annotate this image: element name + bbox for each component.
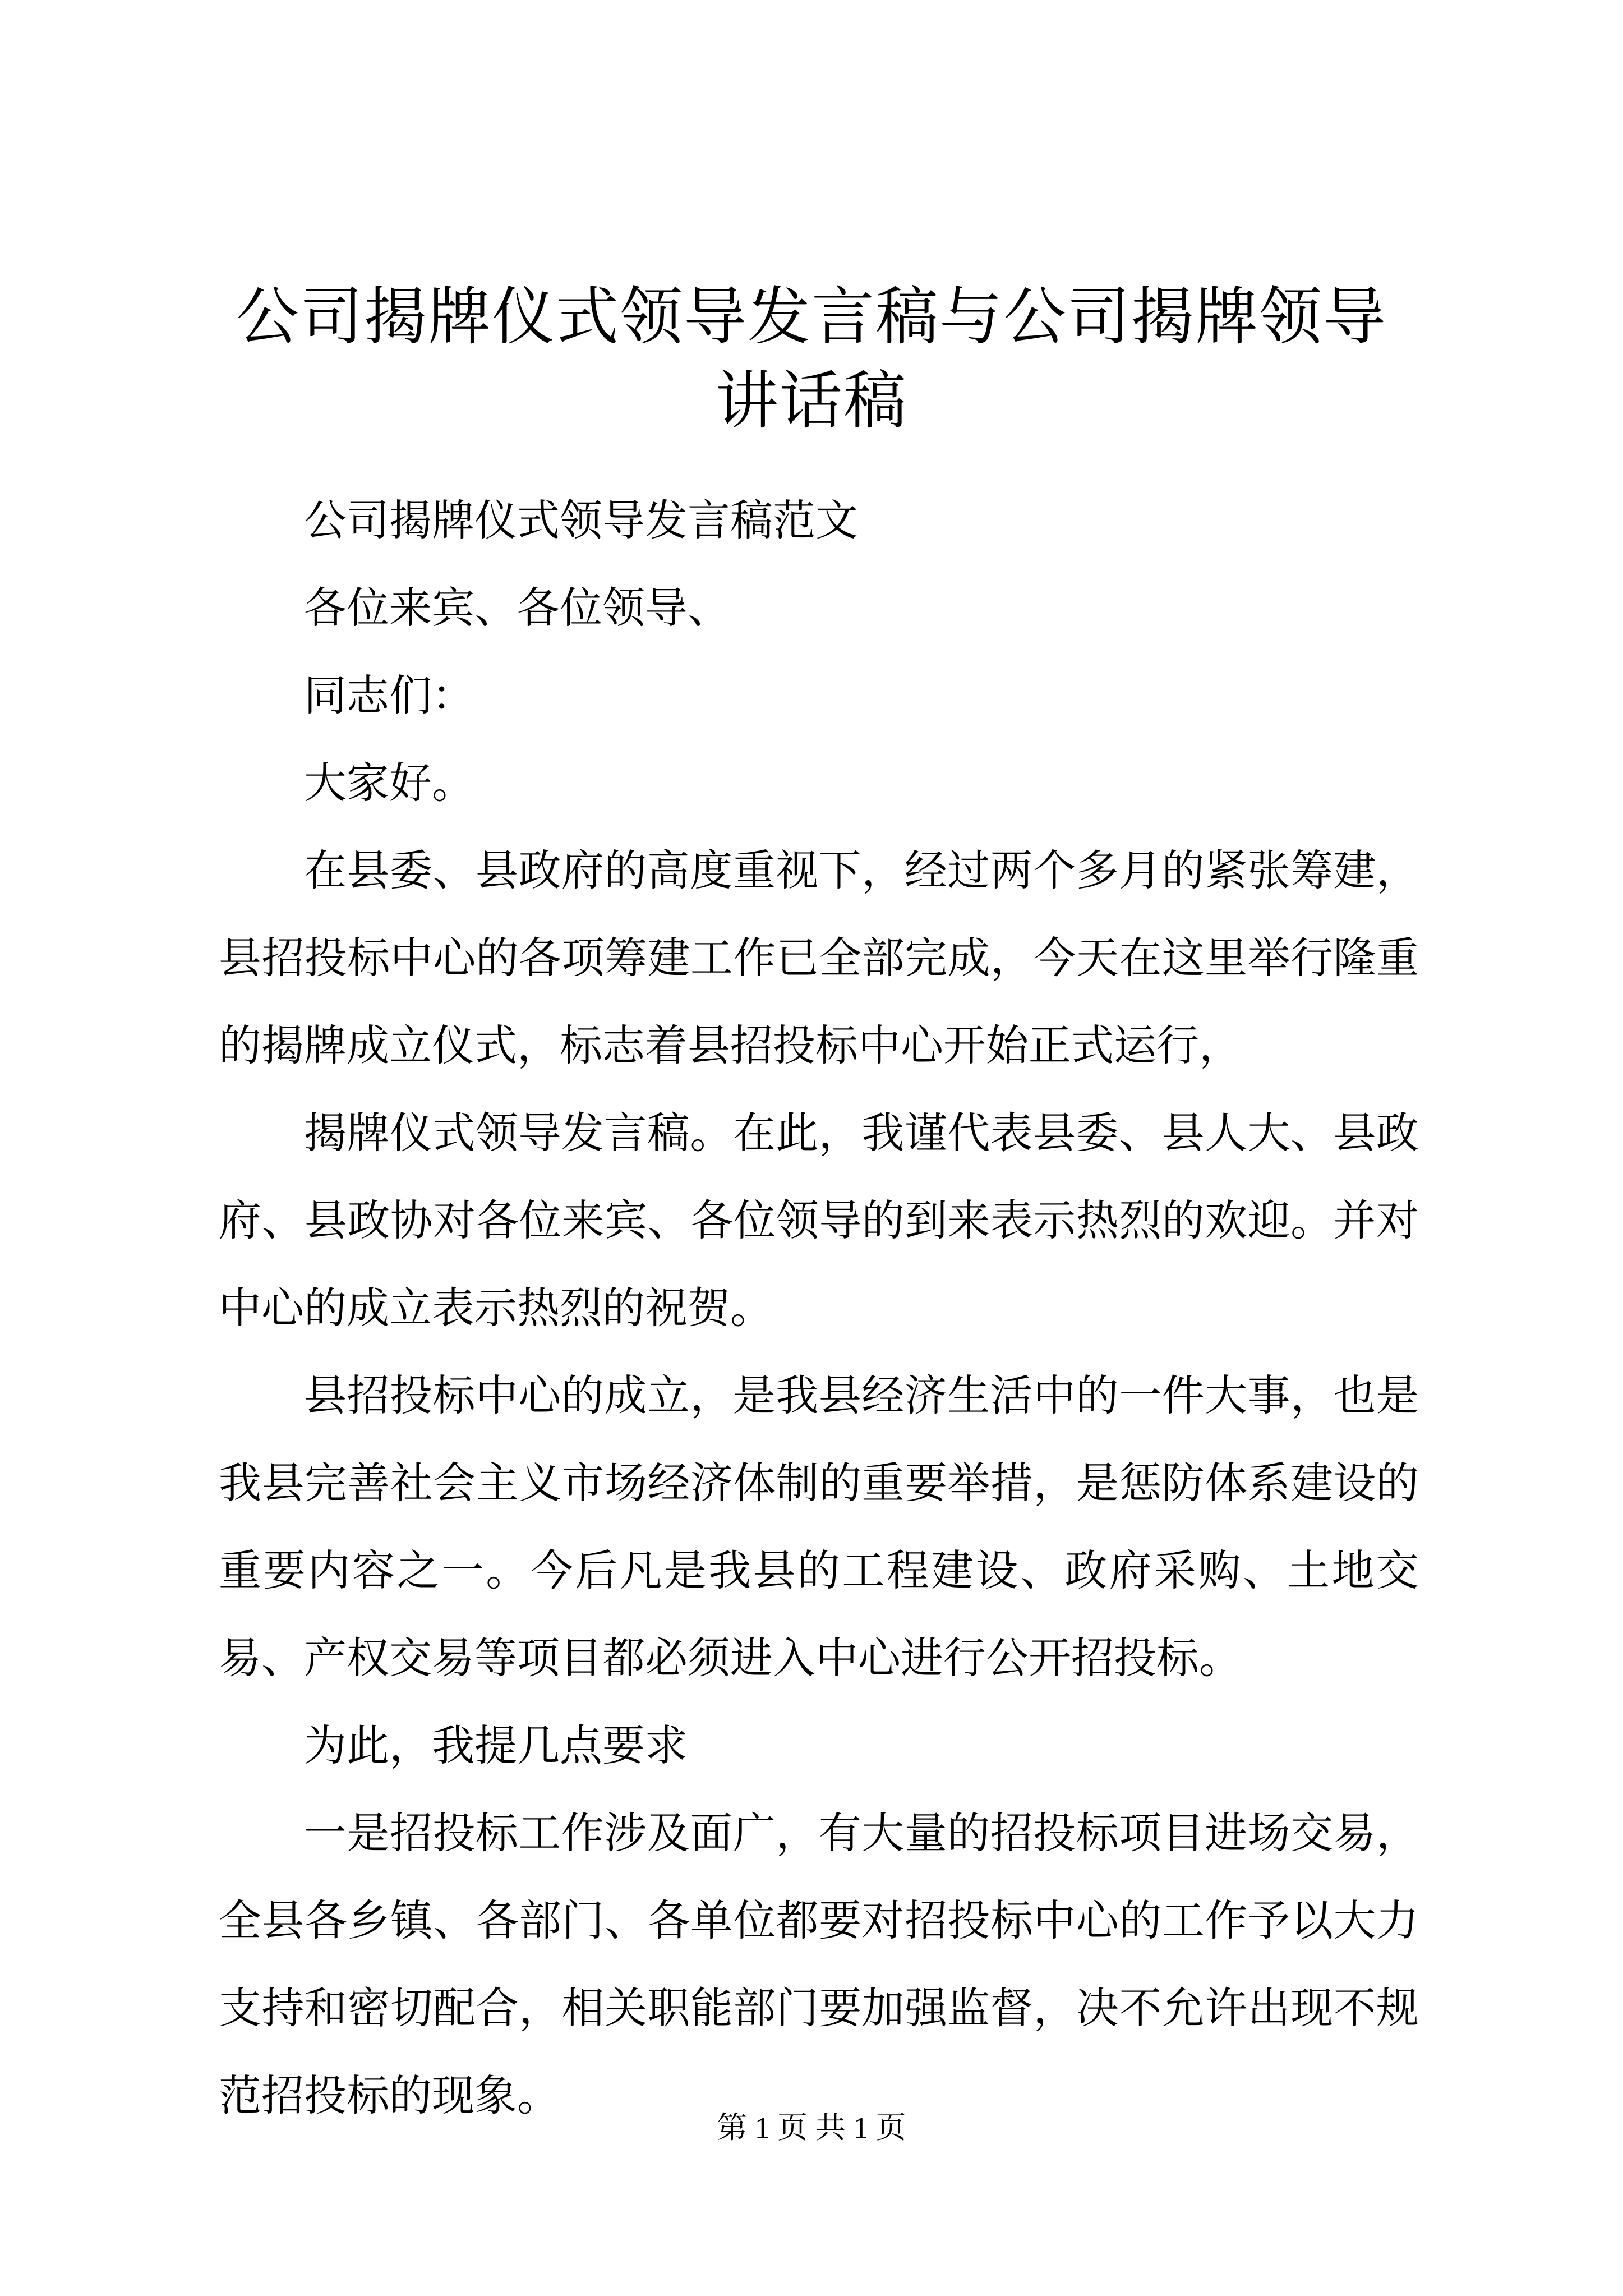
page-footer: 第 1 页 共 1 页 <box>717 2111 906 2145</box>
paragraph: 各位来宾、各位领导、 <box>304 583 730 633</box>
document-body <box>219 477 1419 2139</box>
paragraph: 一是招投标工作涉及面广，有大量的招投标项目进场交易，全县各乡镇、各部门、各单位都要对招投标中心的工作予以大力支持和密切配合，相关职能部门要加强监督，决不允许出现不规范招投标的现象。 <box>219 1808 1419 2120</box>
paragraph: 揭牌仪式领导发言稿。在此，我谨代表县委、县人大、县政府、县政协对各位来宾、各位领导的到来表示热烈的欢迎。并对中心的成立表示热烈的祝贺。 <box>219 1108 1419 1333</box>
paragraph: 同志们： <box>304 670 474 720</box>
paragraph: 公司揭牌仪式领导发言稿范文 <box>304 495 858 545</box>
paragraph: 大家好。 <box>304 758 474 808</box>
paragraph: 为此，我提几点要求 <box>304 1720 688 1770</box>
document-title: 公司揭牌仪式领导发言稿与公司揭牌领导讲话稿 <box>236 280 1387 438</box>
paragraph: 县招投标中心的成立，是我县经济生活中的一件大事，也是我县完善社会主义市场经济体制的重要举措，是惩防体系建设的重要内容之一。今后凡是我县的工程建设、政府采购、土地交易、产权交易等项目都必须进入中心进行公开招投标。 <box>219 1370 1419 1683</box>
paragraph: 在县委、县政府的高度重视下，经过两个多月的紧张筹建，县招投标中心的各项筹建工作已全部完成，今天在这里举行隆重的揭牌成立仪式，标志着县招投标中心开始正式运行， <box>219 845 1419 1070</box>
